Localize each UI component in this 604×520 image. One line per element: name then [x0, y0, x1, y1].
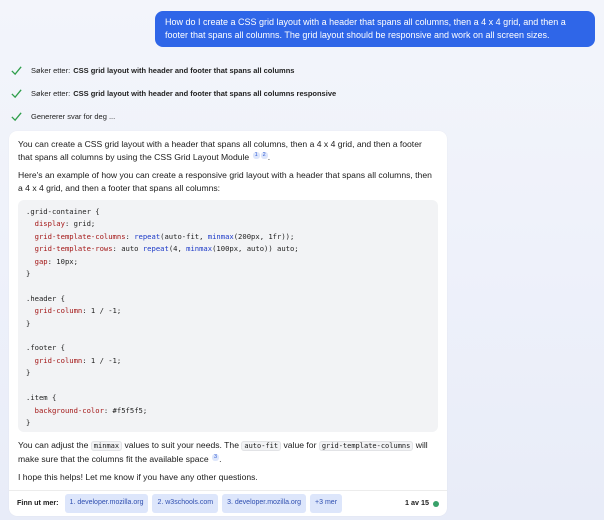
status-prefix: Søker etter:: [31, 89, 71, 98]
inline-code-grid-template-columns: grid-template-columns: [319, 441, 414, 451]
answer-paragraph-3: You can adjust the minmax values to suit your needs. The auto-fit value for grid-template-columns will make sure that the columns fit the available space 3 .: [18, 440, 428, 464]
more-sources-button[interactable]: +3 mer: [310, 494, 342, 513]
user-message-text: How do I create a CSS grid layout with a header that spans all columns, then a 4 x 4 grid, and then a footer that spans all columns. The grid layout should be responsive and work on all screen sizes.: [165, 17, 566, 40]
citation-1[interactable]: 1: [254, 151, 258, 158]
checkmark-icon: [10, 64, 23, 77]
inline-code-minmax: minmax: [91, 441, 122, 451]
generating-status: [10, 110, 115, 123]
source-link-3[interactable]: 3. developer.mozilla.org: [222, 494, 306, 513]
code-block[interactable]: .grid-container { display: grid; grid-template-columns: repeat(auto-fit, minmax(200px, 1fr)); grid-template-rows: auto repeat(4, minmax(100px, auto)) auto; gap: 10px; } .header { grid-column: 1 / -1; } .footer { grid-column: 1 / -1; } .item { background-color: #f5f5f5; }: [18, 200, 438, 432]
status-query: CSS grid layout with header and footer that spans all columns responsive: [73, 89, 337, 98]
status-prefix: Genererer svar for deg ...: [31, 112, 116, 121]
learn-more-footer: [9, 490, 447, 516]
checkmark-icon: [10, 110, 23, 123]
status-dot-icon: [433, 501, 439, 507]
answer-paragraph-1: You can create a CSS grid layout with a header that spans all columns, then a 4 x 4 grid, and then a footer that spans all columns by using the CSS Grid Layout Module 1 2 .: [18, 139, 422, 162]
status-prefix: Søker etter:: [31, 66, 71, 75]
checkmark-icon: [10, 87, 23, 100]
learn-more-label: Finn ut mer:: [17, 498, 59, 508]
search-status-1: [10, 64, 294, 77]
user-message-bubble: [155, 11, 595, 47]
source-link-1[interactable]: 1. developer.mozilla.org: [65, 494, 149, 513]
answer-paragraph-2: Here's an example of how you can create a responsive grid layout with a header that spans all columns, then a 4 x 4 grid, and then a footer that spans all columns:: [18, 170, 432, 193]
answer-paragraph-4: I hope this helps! Let me know if you have any other questions.: [18, 472, 258, 482]
citation-3[interactable]: 3: [214, 453, 218, 460]
citation-2[interactable]: 2: [262, 151, 266, 158]
search-status-2: [10, 87, 336, 100]
response-counter: 1 av 15: [405, 497, 439, 510]
assistant-answer-card: [9, 131, 447, 516]
inline-code-auto-fit: auto-fit: [241, 441, 281, 451]
status-query: CSS grid layout with header and footer that spans all columns: [73, 66, 295, 75]
source-link-2[interactable]: 2. w3schools.com: [152, 494, 218, 513]
